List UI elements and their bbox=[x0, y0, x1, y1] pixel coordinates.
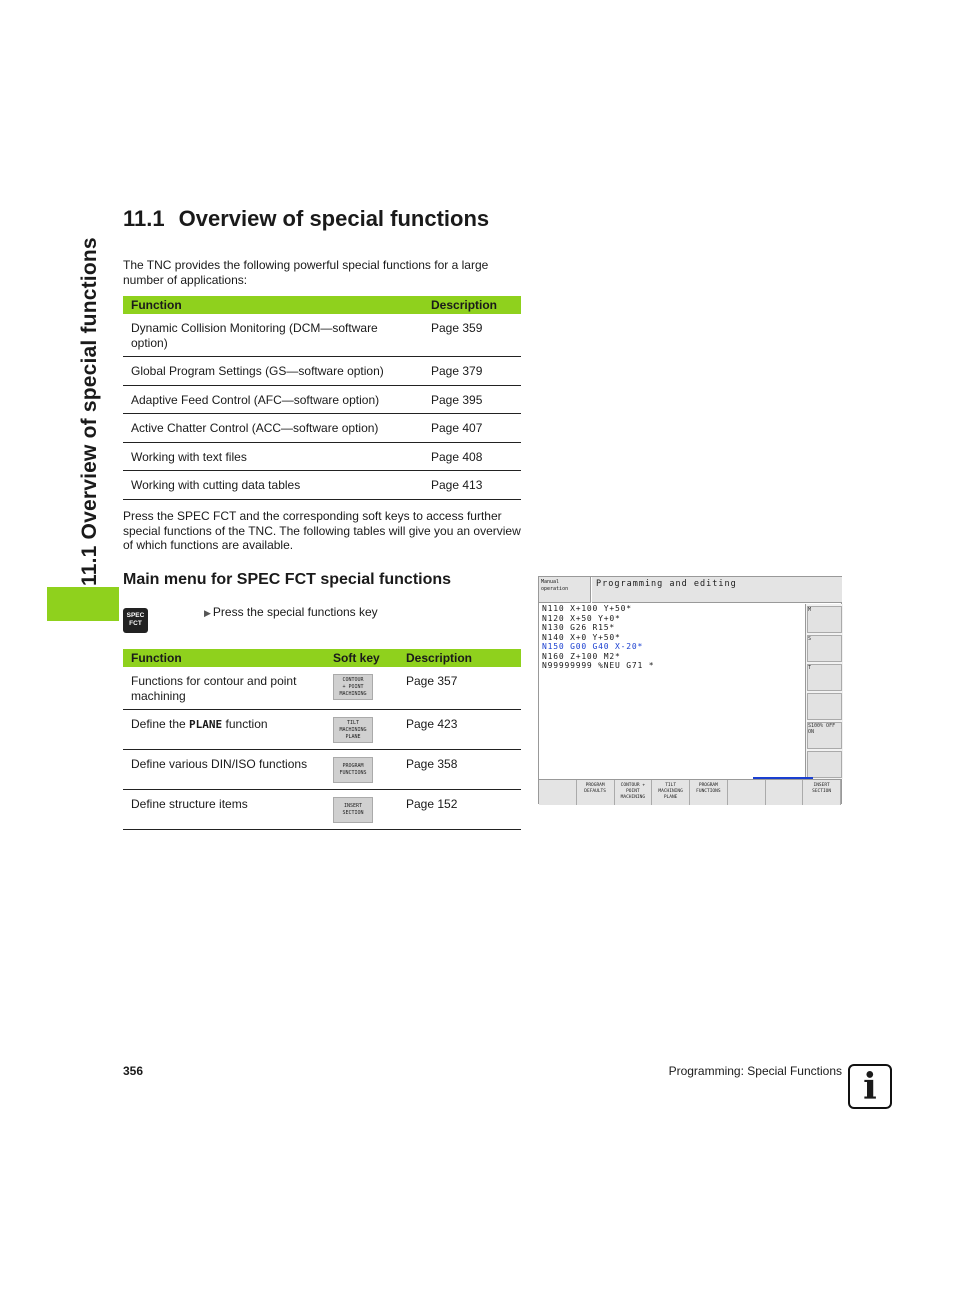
function-cell: Adaptive Feed Control (AFC—software option) bbox=[123, 385, 423, 414]
function-cell: Functions for contour and point machining bbox=[123, 667, 325, 710]
col-header-description: Description bbox=[398, 649, 521, 667]
description-cell: Page 358 bbox=[398, 750, 521, 790]
page-heading: 11.1 Overview of special functions bbox=[123, 206, 490, 231]
description-cell: Page 379 bbox=[423, 357, 521, 386]
code-line: N110 X+100 Y+50* bbox=[542, 604, 632, 613]
function-cell: Active Chatter Control (ACC—software option) bbox=[123, 414, 423, 443]
code-keyword: PLANE bbox=[189, 718, 223, 731]
function-text: Define the bbox=[131, 717, 190, 731]
softkey-cell bbox=[325, 667, 398, 710]
softkey-cell bbox=[325, 750, 398, 790]
spec-fct-key-icon: SPEC FCT bbox=[123, 608, 148, 633]
table-row bbox=[123, 710, 521, 750]
bottom-softkey-bar bbox=[539, 779, 841, 805]
table-row bbox=[123, 667, 521, 710]
side-softkey[interactable] bbox=[807, 693, 842, 720]
table-row bbox=[123, 790, 521, 830]
softkey-label-line: INSERT bbox=[343, 803, 363, 809]
code-line: N120 X+50 Y+0* bbox=[542, 613, 621, 623]
code-line: N150 G00 G40 X-20* bbox=[542, 642, 644, 651]
table-row bbox=[123, 314, 521, 357]
softkey-label-line: + POINT bbox=[342, 684, 364, 690]
side-softkey[interactable]: T bbox=[807, 664, 842, 691]
description-cell: Page 413 bbox=[423, 471, 521, 500]
function-cell: Dynamic Collision Monitoring (DCM—software option) bbox=[123, 314, 423, 357]
table-row bbox=[123, 385, 521, 414]
spec-fct-paragraph: Press the SPEC FCT and the corresponding soft keys to access further special functions of the TNC. The following tables will give you an overview of which functions are available. bbox=[123, 509, 521, 552]
softkey-label-line: PLANE bbox=[345, 734, 361, 740]
table-row bbox=[123, 750, 521, 790]
side-softkey[interactable]: M bbox=[807, 606, 842, 633]
bottom-softkey[interactable] bbox=[539, 780, 577, 805]
description-cell: Page 359 bbox=[423, 314, 521, 357]
description-cell: Page 357 bbox=[398, 667, 521, 710]
right-softkey-bar bbox=[805, 604, 843, 779]
mode-label: Manual operation bbox=[539, 577, 591, 603]
function-cell: Working with cutting data tables bbox=[123, 471, 423, 500]
table-row bbox=[123, 442, 521, 471]
softkey-image bbox=[333, 674, 373, 700]
softkey-label-line: TILT bbox=[346, 720, 360, 726]
screen-title: Programming and editing bbox=[592, 577, 842, 603]
softkey-label-line: CONTOUR bbox=[342, 677, 364, 683]
col-header-function: Function bbox=[123, 296, 423, 314]
chapter-tab-marker bbox=[47, 587, 119, 621]
side-softkey[interactable]: S bbox=[807, 635, 842, 662]
softkey-cell bbox=[325, 710, 398, 750]
softkey-label-line: PROGRAM bbox=[342, 763, 364, 769]
side-softkey[interactable] bbox=[807, 751, 842, 778]
softkey-cell bbox=[325, 790, 398, 830]
softkey-image bbox=[333, 717, 373, 743]
description-cell: Page 395 bbox=[423, 385, 521, 414]
bottom-softkey[interactable] bbox=[766, 780, 804, 805]
tnc-screenshot bbox=[538, 576, 842, 804]
program-code bbox=[542, 604, 654, 671]
col-header-softkey: Soft key bbox=[325, 649, 398, 667]
function-cell: Define structure items bbox=[123, 790, 325, 830]
table-row bbox=[123, 471, 521, 500]
description-cell: Page 152 bbox=[398, 790, 521, 830]
function-cell: Working with text files bbox=[123, 442, 423, 471]
bottom-softkey[interactable]: TILT MACHINING PLANE bbox=[652, 780, 690, 805]
bottom-softkey[interactable]: PROGRAM DEFAULTS bbox=[577, 780, 615, 805]
intro-paragraph: The TNC provides the following powerful special functions for a large number of applications: bbox=[123, 258, 489, 287]
code-line: N130 G26 R15* bbox=[542, 623, 616, 632]
function-cell: Global Program Settings (GS—software option) bbox=[123, 357, 423, 386]
instruction: ▶ Press the special functions key bbox=[204, 605, 378, 619]
description-cell: Page 423 bbox=[398, 710, 521, 750]
function-cell bbox=[123, 710, 325, 750]
code-line: N140 X+0 Y+50* bbox=[542, 632, 621, 642]
description-cell: Page 408 bbox=[423, 442, 521, 471]
softkey-image bbox=[333, 797, 373, 823]
col-header-description: Description bbox=[423, 296, 521, 314]
side-softkey[interactable]: S100% OFF ON bbox=[807, 722, 842, 749]
side-chapter-title: 11.1 Overview of special functions bbox=[78, 237, 101, 586]
bottom-softkey[interactable]: PROGRAM FUNCTIONS bbox=[690, 780, 728, 805]
softkey-image bbox=[333, 757, 373, 783]
info-icon: i bbox=[848, 1064, 892, 1109]
bottom-softkey[interactable] bbox=[728, 780, 766, 805]
page-number: 356 bbox=[123, 1064, 144, 1078]
arrow-icon: ▶ bbox=[204, 608, 211, 618]
table-row bbox=[123, 414, 521, 443]
description-cell: Page 407 bbox=[423, 414, 521, 443]
function-cell: Define various DIN/ISO functions bbox=[123, 750, 325, 790]
softkey-label-line: FUNCTIONS bbox=[339, 770, 367, 776]
softkey-label-line: MACHINING bbox=[339, 691, 367, 697]
functions-table bbox=[123, 296, 521, 500]
softkey-label-line: MACHINING bbox=[339, 727, 367, 733]
bottom-softkey[interactable]: INSERT SECTION bbox=[803, 780, 841, 805]
code-line: N99999999 %NEU G71 * bbox=[542, 661, 655, 670]
code-line: N160 Z+100 M2* bbox=[542, 651, 621, 661]
table-row bbox=[123, 357, 521, 386]
function-text: function bbox=[222, 717, 268, 731]
bottom-softkey[interactable]: CONTOUR + POINT MACHINING bbox=[615, 780, 653, 805]
col-header-function: Function bbox=[123, 649, 325, 667]
spec-fct-table bbox=[123, 649, 521, 830]
subheading: Main menu for SPEC FCT special functions bbox=[123, 571, 452, 588]
softkey-label-line: SECTION bbox=[342, 810, 364, 816]
footer-section: Programming: Special Functions bbox=[668, 1064, 842, 1078]
